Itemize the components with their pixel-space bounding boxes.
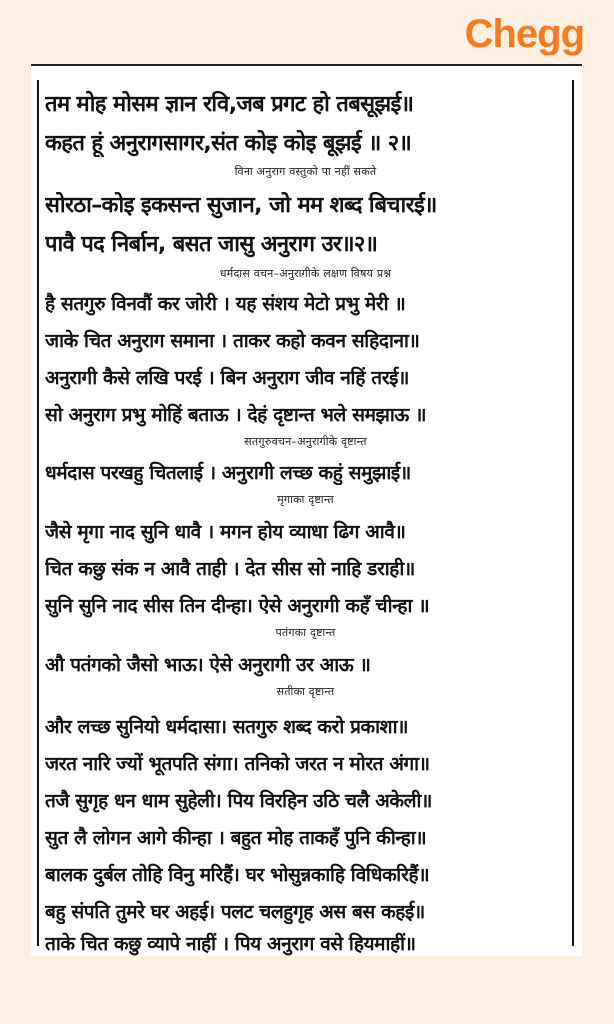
section-heading: धर्मदास वचन–अनुरागीके लक्षण विषय प्रश्न [219, 267, 392, 280]
verse-line: धर्मदास परखहु चितलाई । अनुरागी लच्छ कहुं समुझाई॥ [45, 462, 411, 484]
verse-line: अनुरागी कैसे लखि परई । बिन अनुराग जीव नहिं तरई॥ [45, 367, 409, 389]
verse-line: बहु संपति तुमरे घर अहई। पलट चलहुगृह अस बस कहई॥ [45, 901, 425, 923]
verse-line: जैसे मृगा नाद सुनि धावै । मगन होय व्याधा ढिग आवै॥ [45, 521, 406, 543]
verse-line: कहत हूं अनुरागसागर,संत कोइ कोइ बूझई ॥ २॥ [45, 131, 412, 156]
section-heading: सतगुरुवचन–अनुरागीके दृष्टान्त [244, 435, 367, 448]
verse-line: सुत लै लोगन आगे कीन्हा । बहुत मोह ताकहँ पुनि कीन्हा॥ [45, 827, 427, 849]
verse-line: तम मोह मोसम ज्ञान रवि,जब प्रगट हो तबसूझई॥ [45, 92, 414, 117]
verse-line: ताके चित कछु व्यापे नाहीं । पिय अनुराग वसे हियमाहीं॥ [45, 933, 416, 955]
section-heading: मृगाका दृष्टान्त [277, 493, 334, 506]
verse-line: पावै पद निर्बान, बसत जासु अनुराग उर॥२॥ [45, 232, 378, 257]
chegg-logo: Chegg [464, 12, 584, 56]
section-heading: सतीका दृष्टान्त [276, 685, 335, 698]
verse-line: चित कछु संक न आवै ताही । देत सीस सो नाहि डराही॥ [45, 558, 415, 580]
section-heading: विना अनुराग वस्तुको पा नहीं सकते [234, 165, 377, 178]
section-heading: पतंगका दृष्टान्त [275, 626, 336, 639]
scanned-page [31, 64, 582, 956]
verse-line: तजै सुगृह धन धाम सुहेली। पिय विरहिन उठि चलै अकेली॥ [45, 790, 432, 812]
verse-line: जरत नारि ज्यों भूतपति संगा। तनिको जरत न मोरत अंगा॥ [45, 753, 430, 775]
verse-line: सुनि सुनि नाद सीस तिन दीन्हा। ऐसे अनुरागी कहँ चीन्हा ॥ [45, 595, 430, 617]
verse-line: बालक दुर्बल तोहि विनु मरिहैं। घर भोसुन्नकाहि विधिकरिहैं॥ [45, 864, 430, 886]
verse-line: जाके चित अनुराग समाना । ताकर कहो कवन सहिदाना॥ [45, 330, 420, 352]
verse-line: सो अनुराग प्रभु मोहिं बताऊ । देहं दृष्टान्त भले समझाऊ ॥ [45, 404, 427, 426]
verse-line: और लच्छ सुनियो धर्मदासा। सतगुरु शब्द करो प्रकाशा॥ [45, 716, 409, 738]
verse-line: सोरठा–कोइ इकसन्त सुजान, जो मम शब्द बिचारई॥ [45, 193, 437, 218]
verse-line: है सतगुरु विनवौं कर जोरी । यह संशय मेटो प्रभु मेरी ॥ [45, 293, 406, 315]
verse-line: औ पतंगको जैसो भाऊ। ऐसे अनुरागी उर आऊ ॥ [45, 654, 371, 676]
